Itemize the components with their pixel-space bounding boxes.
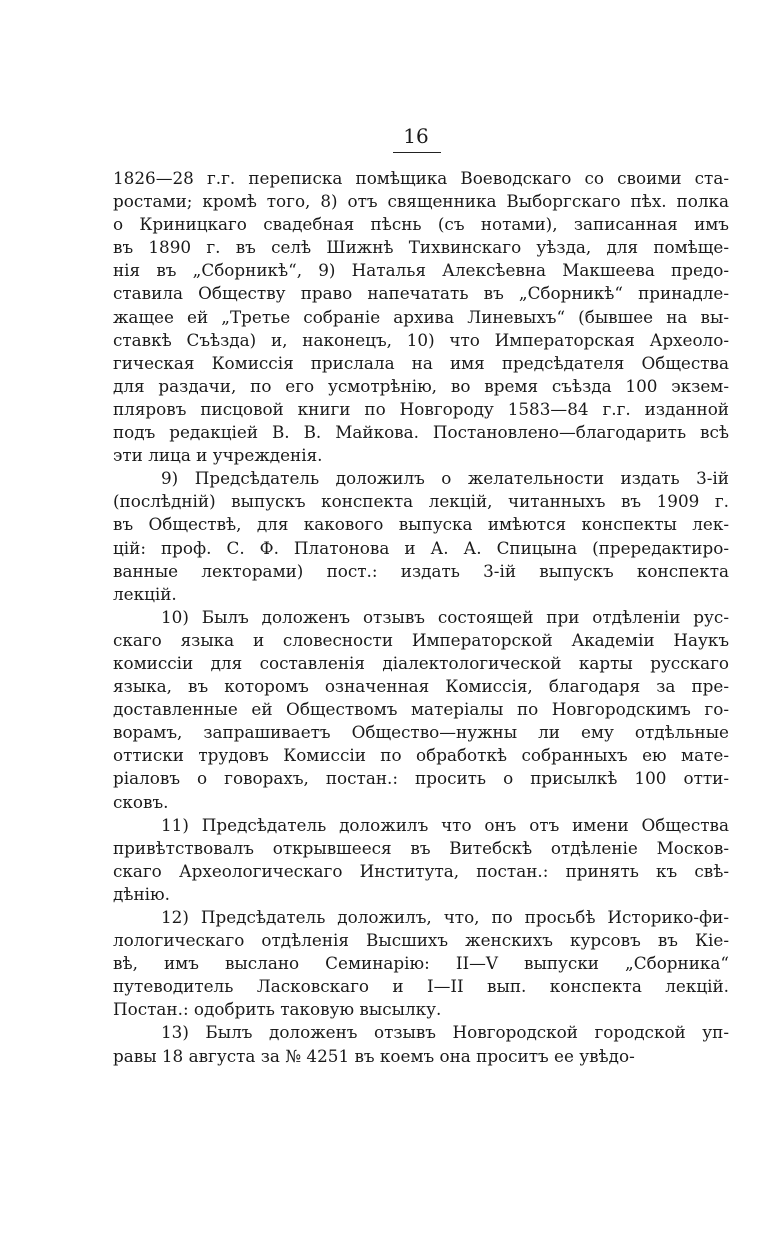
text-line: скаго Археологическаго Института, постан.: принять къ свѣ- — [113, 860, 729, 881]
text-line: равы 18 августа за № 4251 въ коемъ она проситъ ее увѣдо- — [113, 1045, 635, 1066]
text-line: скаго языка и словесности Императорской Академіи Наукъ — [113, 629, 729, 650]
text-line: ростами; кромѣ того, 8) отъ священника Выборгскаго пѣх. полка — [113, 191, 729, 212]
text-line: пляровъ писцовой книги по Новгороду 1583—84 г.г. изданной — [113, 398, 729, 419]
text-line: вѣ, имъ выслано Семинарію: II—V выпуски „Сборника“ — [113, 953, 729, 974]
text-line: въ Обществѣ, для какового выпуска имѣются конспекты лек- — [113, 514, 729, 535]
text-line: 13) Былъ доложенъ отзывъ Новгородской городской уп- — [161, 1022, 729, 1043]
text-line: 9) Предсѣдатель доложилъ о желательности издать 3-ій — [161, 468, 729, 489]
page-number-rule — [393, 152, 441, 153]
text-line: лологическаго отдѣленія Высшихъ женскихъ курсовъ въ Кіе- — [113, 930, 729, 951]
text-line: 10) Былъ доложенъ отзывъ состоящей при отдѣленіи рус- — [161, 606, 729, 627]
text-line: привѣтствовалъ открывшееся въ Витебскѣ отдѣленіе Москов- — [113, 837, 729, 858]
text-line: жащее ей „Третье собраніе архива Линевыхъ“ (бывшее на вы- — [113, 306, 729, 327]
text-line: въ 1890 г. въ селѣ Шижнѣ Тихвинскаго уѣзда, для помѣще- — [113, 237, 729, 258]
text-line: лекцій. — [113, 583, 177, 604]
text-line: ворамъ, запрашиваетъ Общество—нужны ли ему отдѣльные — [113, 722, 729, 743]
text-line: гическая Комиссія прислала на имя предсѣдателя Общества — [113, 352, 729, 373]
page-number: 16 — [403, 124, 429, 148]
text-line: цій: проф. С. Ф. Платонова и А. А. Спицына (прередактиро- — [113, 537, 729, 558]
text-line: ставкѣ Съѣзда) и, наконецъ, 10) что Императорская Археоло- — [113, 329, 729, 350]
text-line: о Криницкаго свадебная пѣснь (съ нотами), записанная имъ — [113, 214, 729, 235]
text-line: оттиски трудовъ Комиссіи по обработкѣ собранныхъ ею мате- — [113, 745, 729, 766]
text-line: ріаловъ о говорахъ, постан.: просить о присылкѣ 100 отти- — [113, 768, 729, 789]
text-line: путеводитель Ласковскаго и I—II вып. конспекта лекцій. — [113, 976, 729, 997]
text-line: ванные лекторами) пост.: издать 3-ій выпускъ конспекта — [113, 560, 729, 581]
text-line: нія въ „Сборникѣ“, 9) Наталья Алексѣевна Макшеева предо- — [113, 260, 729, 281]
text-line: дѣнію. — [113, 883, 170, 904]
text-line: 1826—28 г.г. переписка помѣщика Воеводскаго со своими ста- — [113, 168, 729, 188]
text-line: ставила Обществу право напечатать въ „Сборникѣ“ принадле- — [113, 283, 729, 304]
text-line: комиссіи для составленія діалектологической карты русскаго — [113, 652, 729, 673]
text-line: подъ редакціей В. В. Майкова. Постановлено—благодарить всѣ — [113, 422, 729, 443]
text-line: доставленные ей Обществомъ матеріалы по Новгородскимъ го- — [113, 699, 729, 720]
text-line: 12) Предсѣдатель доложилъ, что, по просьбѣ Историко-фи- — [161, 907, 729, 927]
text-line: для раздачи, по его усмотрѣнію, во время съѣзда 100 экзем- — [113, 375, 729, 396]
paragraph — [113, 906, 729, 1021]
paragraph — [113, 467, 729, 606]
paragraph — [113, 814, 729, 906]
text-line: (послѣдній) выпускъ конспекта лекцій, читанныхъ въ 1909 г. — [113, 491, 729, 512]
paragraph — [113, 167, 729, 467]
text-line: языка, въ которомъ означенная Комиссія, благодаря за пре- — [113, 676, 729, 697]
text-line: сковъ. — [113, 791, 169, 812]
text-line: эти лица и учрежденія. — [113, 445, 323, 466]
body-text — [113, 167, 729, 1068]
paragraph — [113, 606, 729, 814]
paragraph — [113, 1021, 729, 1067]
text-line: 11) Предсѣдатель доложилъ что онъ отъ имени Общества — [161, 814, 729, 835]
text-line: Постан.: одобрить таковую высылку. — [113, 999, 442, 1020]
